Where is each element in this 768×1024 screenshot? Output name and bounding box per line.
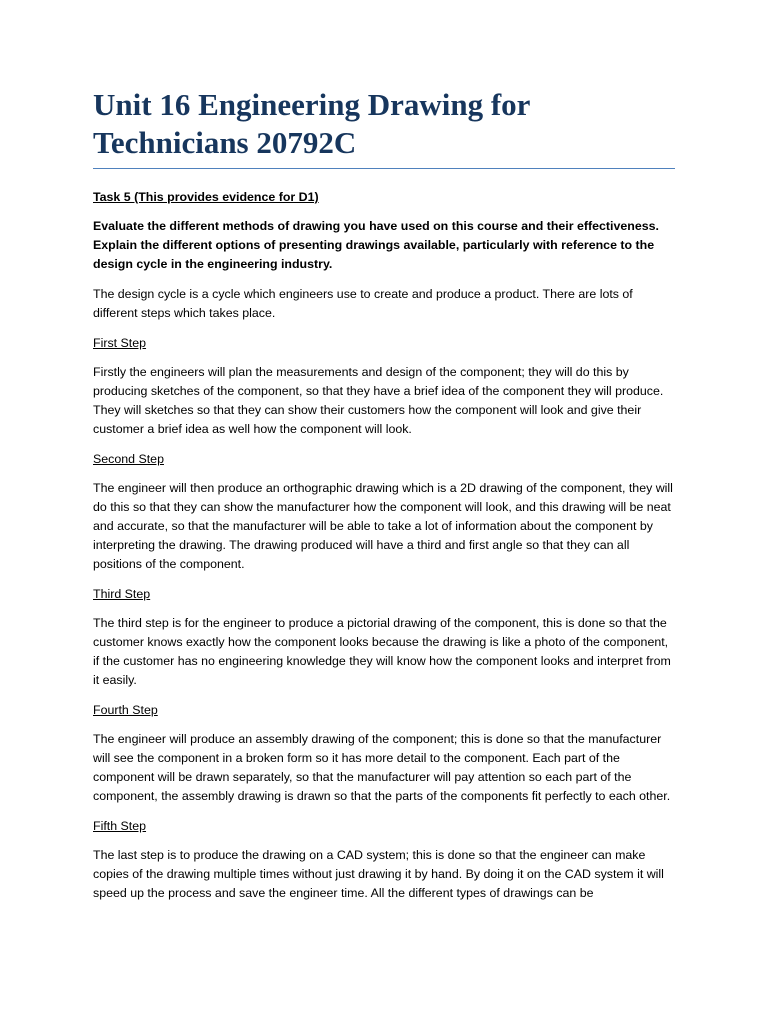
- intro-paragraph: The design cycle is a cycle which engineers use to create and produce a product. There are lots of different steps which takes place.: [93, 287, 633, 320]
- step-heading-first: First Step: [93, 336, 147, 350]
- step-heading-fifth: Fifth Step: [93, 819, 147, 833]
- step-body-fourth: The engineer will produce an assembly drawing of the component; this is done so that the manufacturer will see the component in a broken form so it has more detail to the component. Each part of the component will be drawn separately, so that the manufacturer will pay attention so each part of the component, the assembly drawing is drawn so that the parts of the components fit perfectly to each other.: [93, 732, 671, 803]
- document-page: [93, 86, 675, 903]
- step-body-second: The engineer will then produce an orthographic drawing which is a 2D drawing of the component, they will do this so that they can show the manufacturer how the component will look, and this drawing will be neat and accurate, so that the manufacturer will be able to take a lot of information about the component by interpreting the drawing. The drawing produced will have a third and first angle so that they can all positions of the component.: [93, 481, 673, 571]
- step-body-first: Firstly the engineers will plan the measurements and design of the component; they will do this by producing sketches of the component, so that they have a brief idea of the component they will produce. They will sketches so that they can show their customers how the component will look and give their customer a brief idea as well how the component will look.: [93, 365, 664, 436]
- document-title: Unit 16 Engineering Drawing for Technicians 20792C: [93, 86, 675, 169]
- step-heading-second: Second Step: [93, 452, 164, 466]
- step-body-fifth: The last step is to produce the drawing on a CAD system; this is done so that the engineer can make copies of the drawing multiple times without just drawing it by hand. By doing it on the CAD system it will speed up the process and save the engineer time. All the different types of drawings can be: [93, 848, 664, 900]
- step-heading-fourth: Fourth Step: [93, 703, 158, 717]
- task-question: Evaluate the different methods of drawing you have used on this course and their effectiveness. Explain the different options of presenting drawings available, particularly with reference to the design cycle in the engineering industry.: [93, 219, 659, 271]
- task-heading: Task 5 (This provides evidence for D1): [93, 190, 319, 204]
- step-heading-third: Third Step: [93, 587, 151, 601]
- step-body-third: The third step is for the engineer to produce a pictorial drawing of the component, this is done so that the customer knows exactly how the component looks because the drawing is like a photo of the component, if the customer has no engineering knowledge they will know how the component looks and interpret from it easily.: [93, 616, 671, 687]
